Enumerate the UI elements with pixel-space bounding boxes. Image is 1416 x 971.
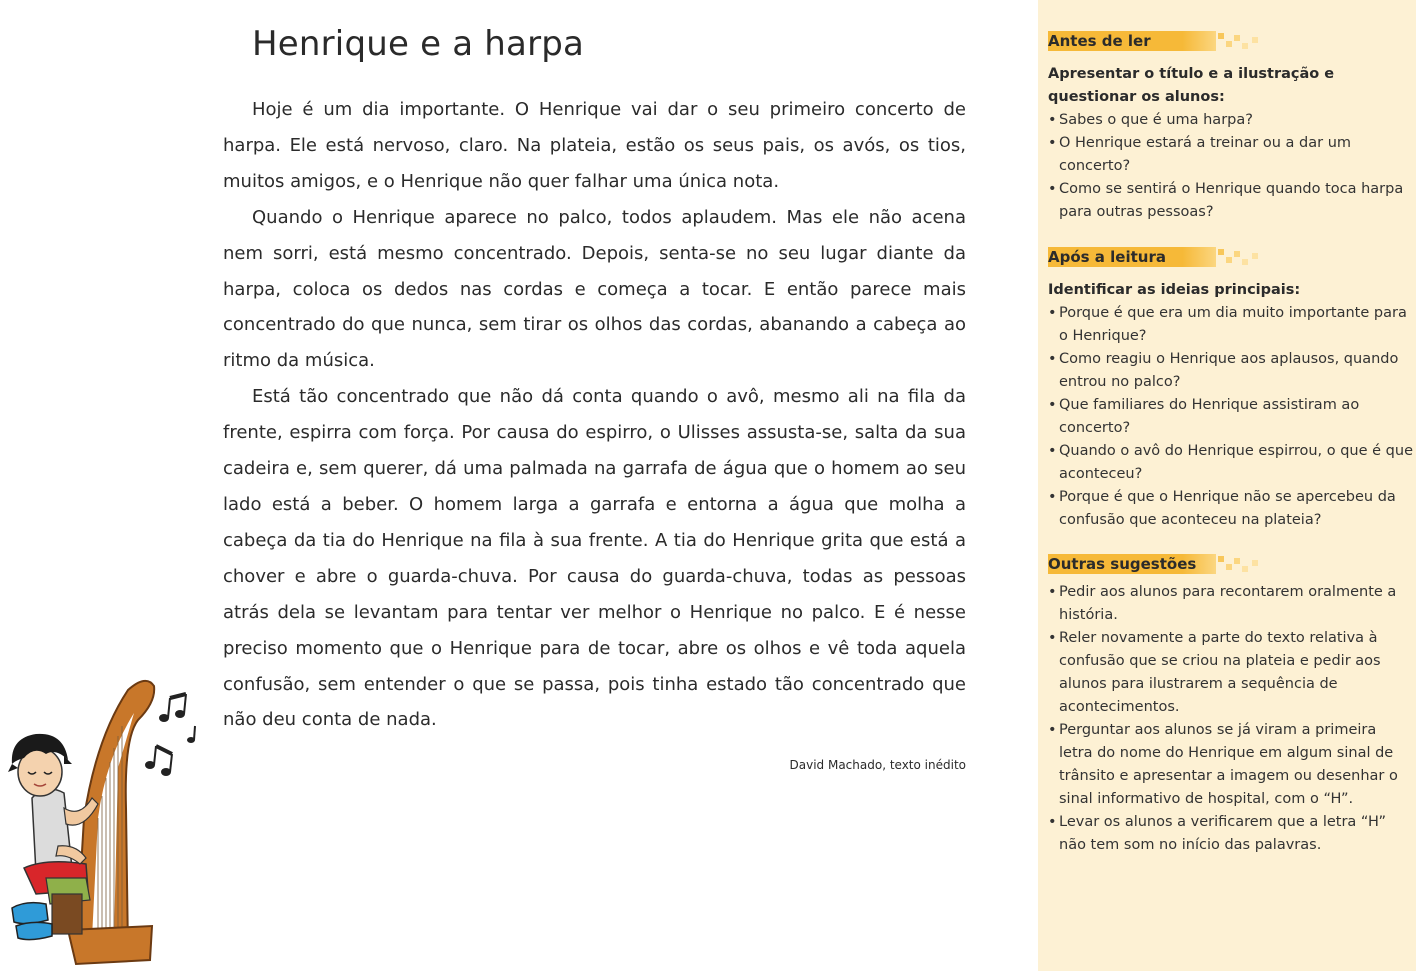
section-antes-de-ler	[1048, 31, 1416, 224]
section-heading-bar	[1048, 554, 1416, 576]
section-outras-sugestoes	[1048, 554, 1416, 857]
list-item: • Como se sentirá o Henrique quando toca harpa para outras pessoas?	[1048, 178, 1414, 224]
list-item: • Que familiares do Henrique assistiram ao concerto?	[1048, 394, 1414, 440]
antes-subtitle: Apresentar o título e a ilustração e questionar os alunos:	[1048, 66, 1335, 105]
apos-list	[1048, 302, 1414, 532]
story-paragraph-2: Quando o Henrique aparece no palco, todos aplaudem. Mas ele não acena nem sorri, está mesmo concentrado. Depois, senta-se no seu lugar diante da harpa, coloca os dedos nas cordas e começa a tocar. E então parece mais concentrado do que nunca, sem tirar os olhos das cordas, abanando a cabeça ao ritmo da música.	[223, 206, 966, 372]
harp-boy-illustration	[6, 668, 202, 968]
apos-subtitle: Identificar as ideias principais:	[1048, 282, 1301, 298]
section-heading-bar	[1048, 247, 1416, 269]
list-item: • Porque é que o Henrique não se apercebeu da confusão que aconteceu na plateia?	[1048, 486, 1414, 532]
list-item: • Sabes o que é uma harpa?	[1048, 109, 1414, 132]
antes-heading: Antes de ler	[1048, 32, 1151, 50]
list-item: • Como reagiu o Henrique aos aplausos, quando entrou no palco?	[1048, 348, 1414, 394]
outras-heading: Outras sugestões	[1048, 555, 1197, 573]
list-item: • Porque é que era um dia muito importante para o Henrique?	[1048, 302, 1414, 348]
story-paragraph-3: Está tão concentrado que não dá conta quando o avô, mesmo ali na fila da frente, espirra com força. Por causa do espirro, o Ulisses assusta-se, salta da sua cadeira e, sem querer, dá uma palmada na garrafa de água que o homem ao seu lado está a beber. O homem larga a garrafa e entorna a água que molha a cabeça da tia do Henrique na fila à sua frente. A tia do Henrique grita que está a chover e abre o guarda-chuva. Por causa do guarda-chuva, todas as pessoas atrás dela se levantam para tentar ver melhor o Henrique no palco. E é nesse preciso momento que o Henrique para de tocar, abre os olhos e vê toda aquela confusão, sem entender o que se passa, pois tinha estado tão concentrado que não deu conta de nada.	[223, 386, 966, 731]
antes-list	[1048, 109, 1414, 224]
music-notes-icon	[145, 694, 195, 776]
list-item: • O Henrique estará a treinar ou a dar um concerto?	[1048, 132, 1414, 178]
list-item: • Perguntar aos alunos se já viram a primeira letra do nome do Henrique em algum sinal de trânsito e apresentar a imagem ou desenhar o sinal informativo de hospital, com o “H”.	[1048, 719, 1414, 811]
outras-list	[1048, 581, 1414, 857]
story-paragraph-1: Hoje é um dia importante. O Henrique vai dar o seu primeiro concerto de harpa. Ele está nervoso, claro. Na plateia, estão os seus pais, os avós, os tios, muitos amigos, e o Henrique não quer falhar uma única nota.	[223, 99, 966, 192]
apos-heading: Após a leitura	[1048, 248, 1166, 266]
list-item: • Levar os alunos a verificarem que a letra “H” não tem som no início das palavras.	[1048, 811, 1414, 857]
list-item: • Reler novamente a parte do texto relativa à confusão que se criou na plateia e pedir aos alunos para ilustrarem a sequência de acontecimentos.	[1048, 627, 1414, 719]
story-credit: David Machado, texto inédito	[789, 758, 966, 772]
story-title: Henrique e a harpa	[252, 24, 585, 64]
list-item: • Pedir aos alunos para recontarem oralmente a história.	[1048, 581, 1414, 627]
section-heading-bar	[1048, 31, 1416, 53]
section-apos-leitura	[1048, 247, 1416, 532]
story-text	[223, 92, 966, 738]
teacher-sidebar	[1038, 0, 1416, 971]
list-item: • Quando o avô do Henrique espirrou, o que é que aconteceu?	[1048, 440, 1414, 486]
